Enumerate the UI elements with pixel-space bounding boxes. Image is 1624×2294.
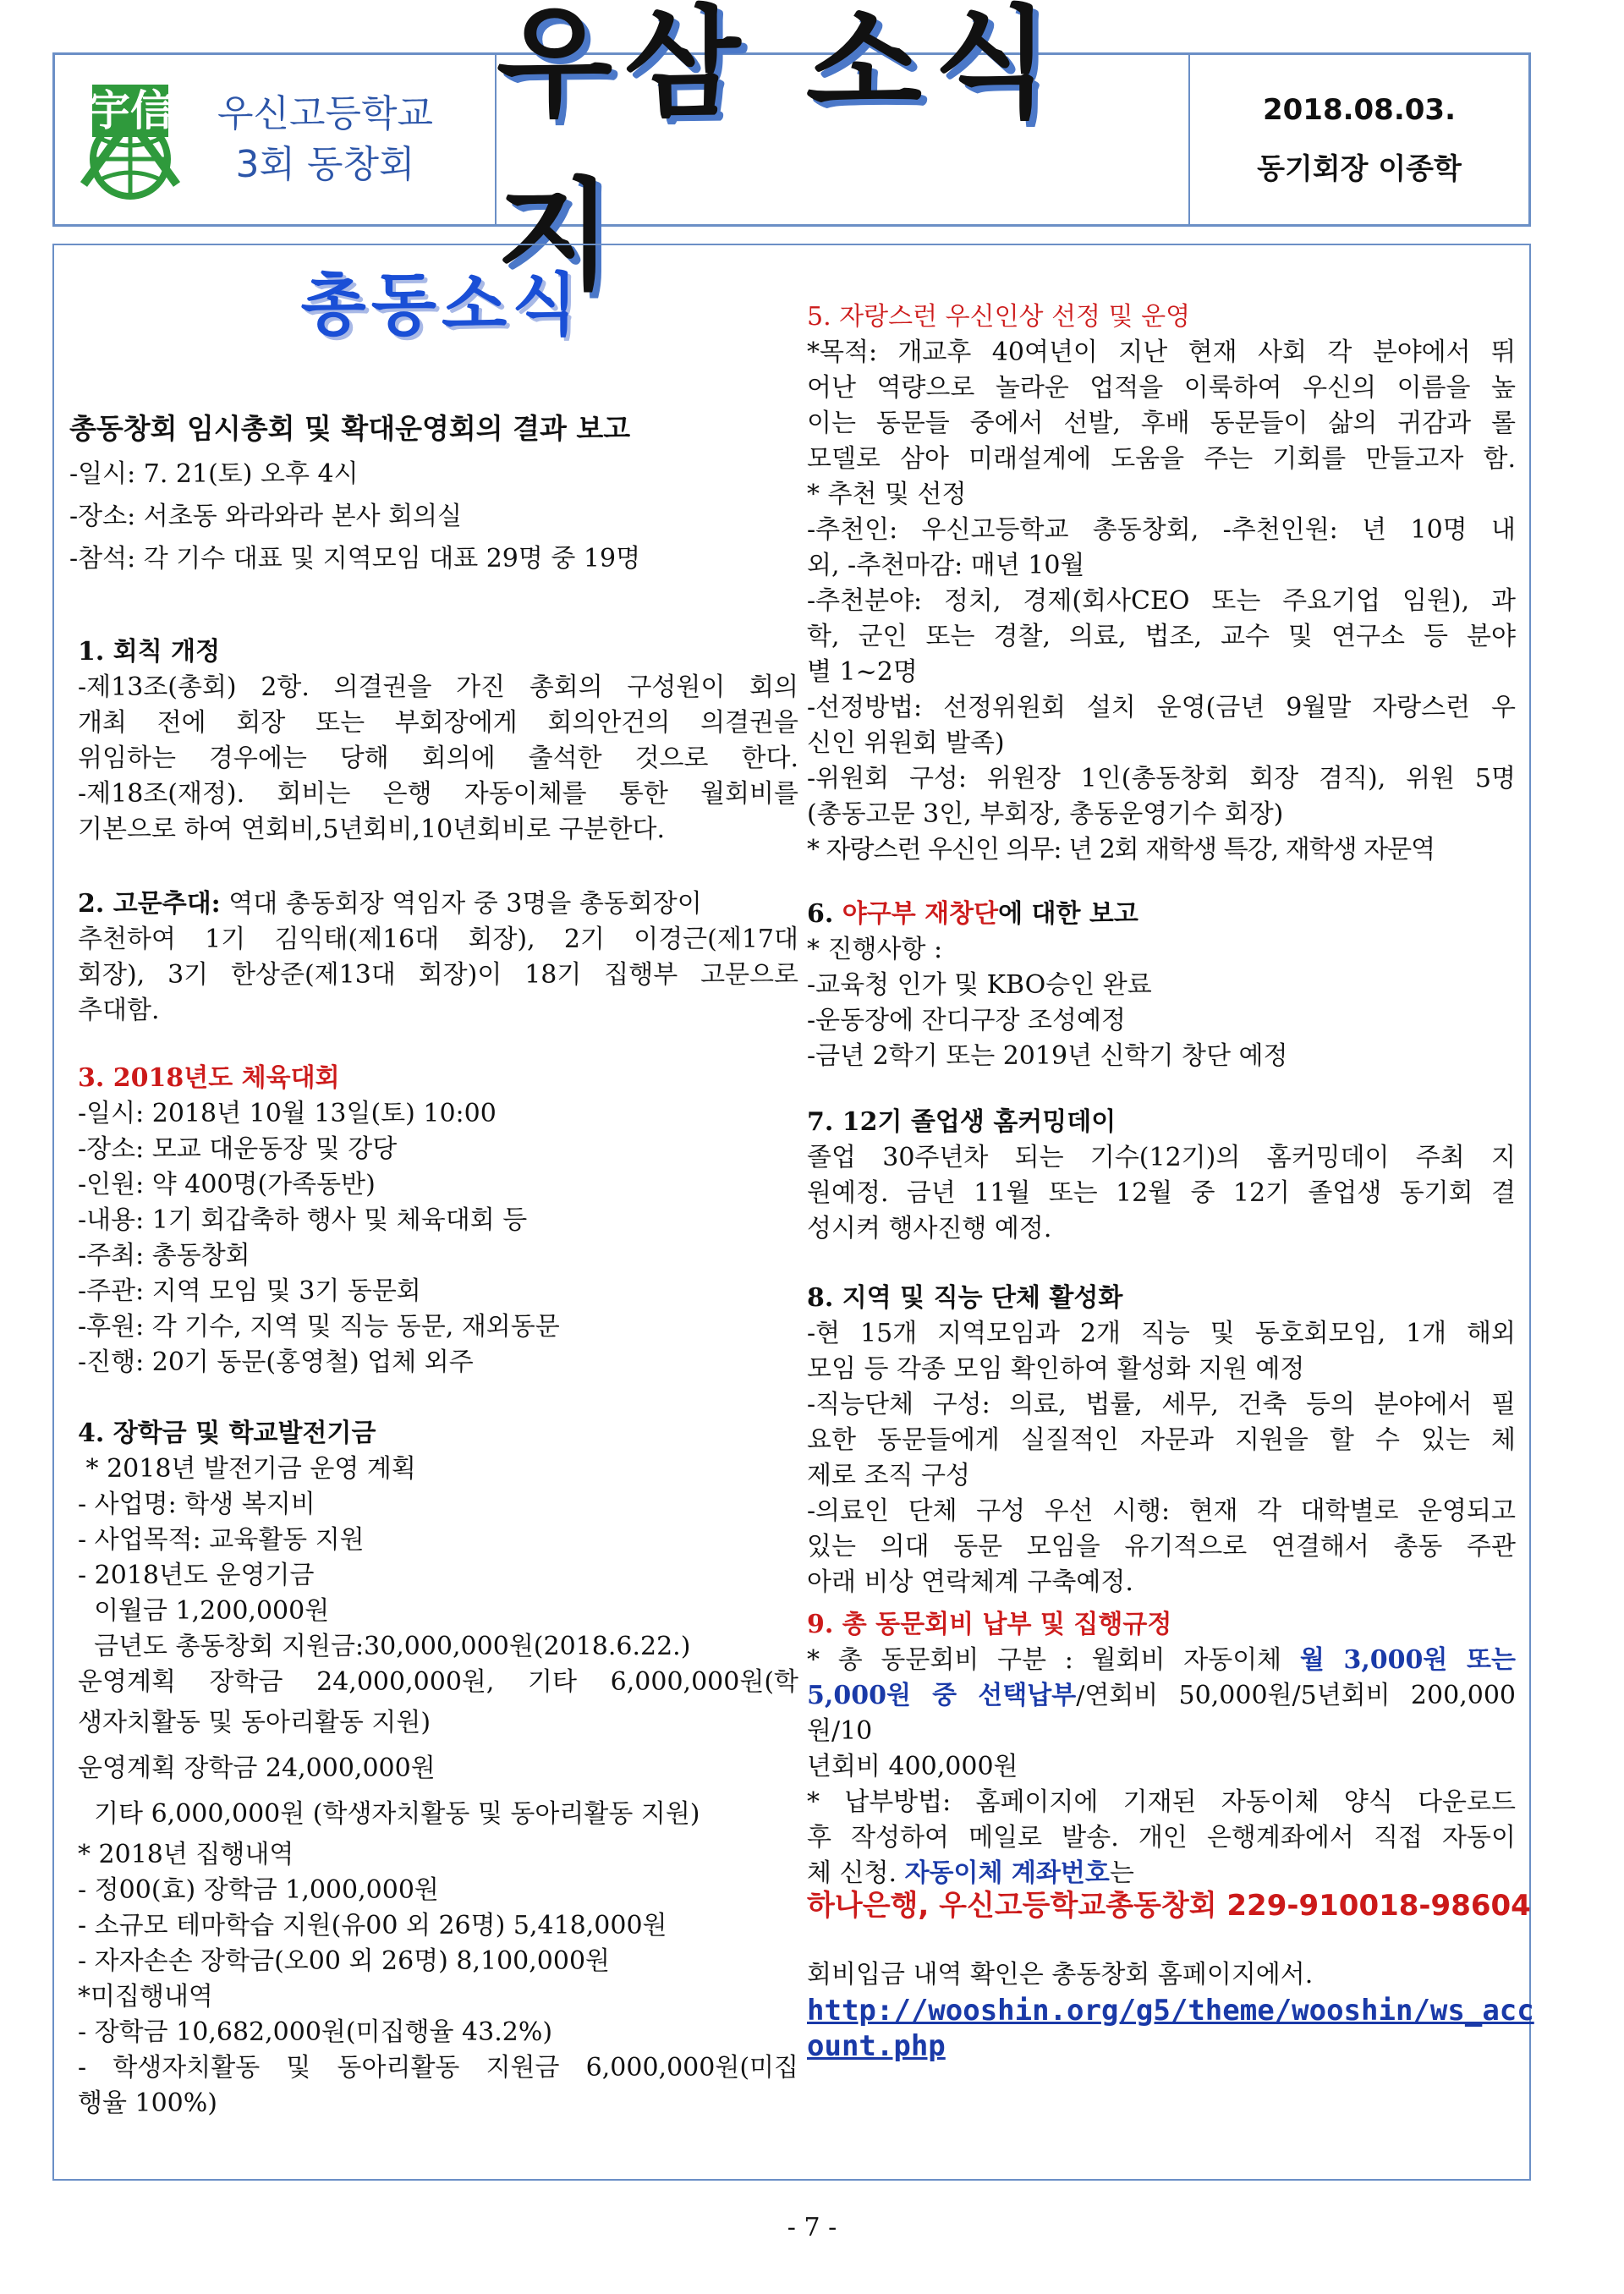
section-8-title: 8. 지역 및 직능 단체 활성화 [807,1283,1123,1313]
section-6-highlight: 야구부 재창단 [842,899,999,929]
content-frame [52,244,1534,2181]
section-8-line: 요한 동문들에게 실질적인 자문과 지원을 할 수 있는 체 [807,1425,1516,1455]
section-4-line: 운영계획 장학금 24,000,000원 [78,1753,436,1783]
section-5-line: -선정방법: 선정위원회 설치 운영(금년 9월말 자랑스런 우 [807,693,1516,722]
section-8-line: -현 15개 지역모임과 2개 직능 및 동호회모임, 1개 해외 [807,1319,1516,1348]
section-4-line: - 자자손손 장학금(오00 외 26명) 8,100,000원 [78,1946,611,1976]
section-9-monthly-highlight: 월 3,000원 또는 [1299,1645,1516,1675]
section-4-line: 생자치활동 및 동아리활동 지원) [78,1708,431,1737]
section-3-line: -주관: 지역 모임 및 3기 동문회 [78,1276,421,1306]
section-8-line: 있는 의대 동문 모임을 유기적으로 연결해서 총동 주관 [807,1532,1516,1561]
section-4-line: - 2018년도 운영기금 [78,1561,315,1590]
section-9-line: 는 [1109,1858,1134,1888]
right-column [807,245,1534,2174]
section-1 [78,634,798,848]
section-9 [807,1607,1516,1891]
section-4-line: - 사업명: 학생 복지비 [78,1490,315,1519]
section-6-line: -교육청 인가 및 KBO승인 완료 [807,970,1152,1000]
section-4-title: 4. 장학금 및 학교발전기금 [78,1419,376,1448]
section-3-line: -장소: 모교 대운동장 및 강당 [78,1134,398,1164]
section-4-line: *미집행내역 [78,1982,213,2011]
section-1-title: 1. 회칙 개정 [78,637,221,667]
section-8-line: -의료인 단체 구성 우선 시행: 현재 각 대학별로 운영되고 [807,1496,1516,1526]
issue-author: 동기회장 이종학 [1257,152,1462,186]
section-2-line: 추천하여 1기 김익태(제16대 회장), 2기 이경근(제17대 [78,925,798,954]
section-6 [807,897,1516,1074]
section-5-line: 모델로 삼아 미래설계에 도움을 주는 기회를 만들고자 함. [807,444,1516,474]
section-6-suffix: 에 대한 보고 [998,899,1138,929]
section-7-line: 성시켜 행사진행 예정. [807,1214,1052,1243]
section-8-line: 제로 조직 구성 [807,1461,970,1490]
section-1-line: -제18조(재정). 회비는 은행 자동이체를 통한 월회비를 [78,779,798,809]
section-2-line: 회장), 3기 한상준(제13대 회장)이 18기 집행부 고문으로 [78,960,798,990]
section-4-line: * 2018년 발전기금 운영 계획 [78,1454,416,1484]
newsletter-title: 우삼 소식지 [497,0,1062,306]
section-6-prefix: 6. [807,899,842,929]
section-9-line: * 납부방법: 홈페이지에 기재된 자동이체 양식 다운로드 [807,1787,1516,1817]
section-5-line: -위원회 구성: 위원장 1인(총동창회 회장 겸직), 위원 5명 [807,764,1516,793]
meeting-attendance: -참석: 각 기수 대표 및 지역모임 대표 29명 중 19명 [69,544,641,574]
section-5 [807,299,1516,868]
section-1-line: 위임하는 경우에는 당해 회의에 출석한 것으로 한다. [78,744,798,773]
section-9-line: /연회비 50,000원/5년회비 200,000원/10 [807,1681,1516,1746]
report-title: 총동창회 임시총회 및 확대운영회의 결과 보고 [69,412,631,445]
homepage-info [807,1957,1534,2064]
section-1-line: 기본으로 하여 연회비,5년회비,10년회비로 구분한다. [78,815,666,844]
section-4-line: 기타 6,000,000원 (학생자치활동 및 동아리활동 지원) [78,1799,700,1829]
section-1-line: -제13조(총회) 2항. 의결권을 가진 총회의 구성원이 회의 [78,672,798,702]
section-5-line: 어난 역량으로 놀라운 업적을 이룩하여 우신의 이름을 높 [807,373,1516,403]
bank-account: 하나은행, 우신고등학교총동창회 229-910018-98604 [807,1889,1531,1923]
section-8 [807,1281,1516,1600]
section-9-title: 9. 총 동문회비 납부 및 집행규정 [807,1610,1172,1639]
section-3-line: -인원: 약 400명(가족동반) [78,1170,376,1199]
section-5-line: (총동고문 3인, 부회장, 총동운영기수 회장) [807,799,1284,829]
confirm-text: 회비입금 내역 확인은 총동창회 홈페이지에서. [807,1960,1314,1989]
org-line-2: 3회 동창회 [235,143,415,186]
section-2-line: 추대함. [78,996,160,1025]
section-4-line: * 2018년 집행내역 [78,1840,294,1869]
section-5-line: -추천분야: 정치, 경제(회사CEO 또는 주요기업 임원), 과 [807,586,1516,616]
issue-date: 2018.08.03. [1262,93,1456,127]
section-6-line: * 진행사항 : [807,935,943,964]
section-9-line: 후 작성하여 메일로 발송. 개인 은행계좌에서 직접 자동이 [807,1823,1516,1852]
section-2-line: 역대 총동회장 역임자 중 3명을 총동회장이 [220,889,702,919]
school-emblem-icon [67,76,194,203]
section-1-line: 개최 전에 회장 또는 부회장에게 회의안건의 의결권을 [78,708,798,738]
section-6-line: -운동장에 잔디구장 조성예정 [807,1006,1126,1035]
section-5-line: 별 1~2명 [807,657,918,687]
section-4-line: - 사업목적: 교육활동 지원 [78,1525,365,1555]
section-5-line: *목적: 개교후 40여년이 지난 현재 사회 각 분야에서 뛰 [807,338,1516,367]
page-number: - 7 - [787,2213,837,2242]
school-logo [67,76,194,203]
section-8-line: -직능단체 구성: 의료, 법률, 세무, 건축 등의 분야에서 필 [807,1390,1516,1419]
section-5-line: * 추천 및 선정 [807,480,967,509]
section-8-line: 모임 등 각종 모임 확인하여 활성화 지원 예정 [807,1354,1305,1384]
org-line-1: 우신고등학교 [217,92,434,135]
section-4-line: - 소규모 테마학습 지원(유00 외 26명) 5,418,000원 [78,1911,667,1940]
section-4-line: 이월금 1,200,000원 [78,1596,330,1626]
section-title: 총동소식 [300,266,583,344]
section-8-line: 아래 비상 연락체계 구축예정. [807,1567,1133,1597]
section-7-line: 원예정. 금년 11월 또는 12월 중 12기 졸업생 동기회 결 [807,1178,1516,1208]
section-5-line: -추천인: 우신고등학교 총동창회, -추천인원: 년 10명 내 [807,515,1516,545]
section-4-line: - 학생자치활동 및 동아리활동 지원금 6,000,000원(미집 [78,2053,798,2083]
section-5-title: 5. 자랑스런 우신인상 선정 및 운영 [807,302,1191,332]
section-9-line: 체 신청. [807,1858,905,1888]
section-4-line: - 정00(효) 장학금 1,000,000원 [78,1875,439,1905]
section-7-title: 7. 12기 졸업생 홈커밍데이 [807,1107,1116,1137]
section-7-line: 졸업 30주년차 되는 기수(12기)의 홈커밍데이 주최 지 [807,1143,1516,1172]
section-4-line: 운영계획 장학금 24,000,000원, 기타 6,000,000원(학 [78,1667,798,1697]
meeting-place: -장소: 서초동 와라와라 본사 회의실 [69,502,463,531]
header-title-cell [497,0,1190,306]
alumni-org-name [217,89,433,190]
section-9-choice-highlight: 5,000원 중 선택납부 [807,1681,1077,1710]
section-5-line: 외, -추천마감: 매년 10월 [807,551,1085,580]
section-3-line: -후원: 각 기수, 지역 및 직능 동문, 재외동문 [78,1312,560,1342]
section-3 [78,1061,798,1380]
section-2 [78,886,798,1029]
svg-text:宇信: 宇信 [88,86,173,135]
section-5-line: 이는 동문들 중에서 선발, 후배 동문들이 삶의 귀감과 롤 [807,409,1516,438]
meeting-date: -일시: 7. 21(토) 오후 4시 [69,459,359,489]
header-left [55,55,497,224]
homepage-link[interactable]: ount.php [807,2029,946,2063]
section-2-title: 2. 고문추대: [78,889,221,919]
section-3-title: 3. 2018년도 체육대회 [78,1063,340,1093]
section-5-line: 신인 위원회 발족) [807,728,1005,758]
homepage-link[interactable]: http://wooshin.org/g5/theme/wooshin/ws_acc [807,1994,1534,2028]
section-9-line: * 총 동문회비 구분 : 월회비 자동이체 [807,1645,1300,1675]
section-3-line: -내용: 1기 회갑축하 행사 및 체육대회 등 [78,1205,528,1235]
section-4-line: - 장학금 10,682,000원(미집행율 43.2%) [78,2017,553,2047]
section-4-line: 금년도 총동창회 지원금:30,000,000원(2018.6.22.) [78,1632,691,1661]
section-7 [807,1105,1516,1247]
section-3-line: -주최: 총동창회 [78,1241,250,1270]
section-9-account-highlight: 자동이체 계좌번호 [904,1858,1110,1888]
section-5-line: 학, 군인 또는 경찰, 의료, 법조, 교수 및 연구소 등 분야 [807,622,1516,651]
section-6-line: -금년 2학기 또는 2019년 신학기 창단 예정 [807,1041,1288,1071]
section-3-line: -일시: 2018년 10월 13일(토) 10:00 [78,1099,497,1128]
section-4 [78,1416,798,2121]
header-info-cell [1190,55,1528,224]
section-9-line: 년회비 400,000원 [807,1752,1018,1781]
section-3-line: -진행: 20기 동문(홍영철) 업체 외주 [78,1347,474,1377]
left-column [69,245,814,2174]
section-5-line: * 자랑스런 우신인 의무: 년 2회 재학생 특강, 재학생 자문역 [807,835,1435,864]
meeting-info [69,453,814,580]
section-4-line: 행율 100%) [78,2088,217,2118]
